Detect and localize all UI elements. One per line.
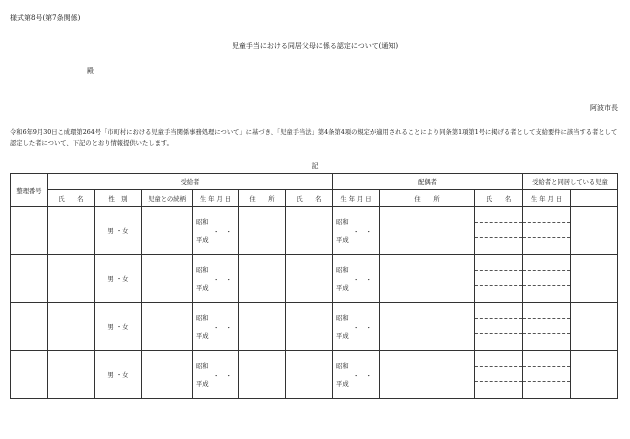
date-dots: ・ ・ (213, 325, 232, 332)
sender-name: 阿波市長 (590, 104, 618, 112)
subheader-spouse-name: 氏 名 (286, 190, 333, 207)
child-name-cell[interactable] (475, 255, 523, 303)
child-dob-cell[interactable] (523, 303, 571, 351)
header-spouse: 配偶者 (333, 174, 523, 190)
recipient-gender-cell[interactable]: 男 ・女 (95, 351, 142, 399)
child-dob-cell[interactable] (523, 351, 571, 399)
header-recipient: 受給者 (48, 174, 333, 190)
seiri-cell[interactable] (11, 207, 48, 255)
era-showa: 昭和 (336, 363, 349, 370)
recipient-relation-cell[interactable] (142, 207, 193, 255)
date-dots: ・ ・ (213, 229, 232, 236)
era-showa: 昭和 (196, 363, 209, 370)
spouse-dob-cell[interactable] (333, 255, 380, 303)
recipient-address-cell[interactable] (239, 303, 286, 351)
spouse-dob-cell[interactable] (333, 351, 380, 399)
subheader-recipient-relation: 児童との続柄 (142, 190, 193, 207)
child-name-cell[interactable] (475, 303, 523, 351)
report-table (10, 173, 618, 399)
spouse-dob-cell[interactable] (333, 303, 380, 351)
form-number-label: 様式第8号(第7条関係) (10, 14, 81, 22)
table-row (11, 207, 618, 255)
spouse-address-cell[interactable] (380, 303, 475, 351)
era-heisei: 平成 (196, 237, 209, 244)
recipient-dob-cell[interactable] (193, 303, 239, 351)
recipient-relation-cell[interactable] (142, 351, 193, 399)
table-row (11, 303, 618, 351)
recipient-dob-cell[interactable] (193, 351, 239, 399)
remarks-cell[interactable] (571, 255, 618, 303)
recipient-name-cell[interactable] (48, 303, 95, 351)
child-dob-cell[interactable] (523, 207, 571, 255)
seiri-cell[interactable] (11, 255, 48, 303)
subheader-spouse-dob: 生 年 月 日 (333, 190, 380, 207)
spouse-address-cell[interactable] (380, 207, 475, 255)
document-title: 児童手当における同居父母に係る認定について(通知) (231, 42, 399, 50)
recipient-relation-cell[interactable] (142, 303, 193, 351)
era-showa: 昭和 (196, 315, 209, 322)
recipient-address-cell[interactable] (239, 207, 286, 255)
era-heisei: 平成 (336, 381, 349, 388)
child-name-cell[interactable] (475, 207, 523, 255)
era-showa: 昭和 (196, 219, 209, 226)
era-showa: 昭和 (336, 219, 349, 226)
body-paragraph: 令和6年9月30日こ成環第264号「市町村における児童手当関係事務処理について」に基づき、「児童手当法」第4条第4項の規定が適用されることにより同条第1項第1号に掲げる者として支給要件に該当する者として認定した者について、下記のとおり情報提供いたします。 (10, 129, 618, 147)
subheader-recipient-address: 住 所 (239, 190, 286, 207)
spouse-address-cell[interactable] (380, 255, 475, 303)
date-dots: ・ ・ (353, 325, 372, 332)
era-heisei: 平成 (336, 237, 349, 244)
recipient-name-cell[interactable] (48, 351, 95, 399)
subheader-child-dob: 生 年 月 日 (523, 190, 571, 207)
spouse-name-cell[interactable] (286, 303, 333, 351)
spouse-name-cell[interactable] (286, 255, 333, 303)
era-showa: 昭和 (336, 315, 349, 322)
date-dots: ・ ・ (213, 373, 232, 380)
recipient-gender-cell[interactable]: 男 ・女 (95, 255, 142, 303)
recipient-name-cell[interactable] (48, 207, 95, 255)
subheader-child-name: 氏 名 (475, 190, 523, 207)
remarks-cell[interactable] (571, 207, 618, 255)
recipient-dob-cell[interactable] (193, 255, 239, 303)
spouse-address-cell[interactable] (380, 351, 475, 399)
era-heisei: 平成 (196, 285, 209, 292)
remarks-cell[interactable] (571, 303, 618, 351)
recipient-name-cell[interactable] (48, 255, 95, 303)
ki-heading: 記 (311, 162, 319, 170)
addressee-suffix: 殿 (87, 67, 94, 75)
remarks-cell[interactable] (571, 351, 618, 399)
era-heisei: 平成 (196, 333, 209, 340)
recipient-gender-cell[interactable]: 男 ・女 (95, 303, 142, 351)
era-showa: 昭和 (196, 267, 209, 274)
child-dob-cell[interactable] (523, 255, 571, 303)
header-child: 受給者と同居している児童 (523, 174, 618, 190)
subheader-recipient-name: 氏 名 (48, 190, 95, 207)
date-dots: ・ ・ (353, 373, 372, 380)
recipient-address-cell[interactable] (239, 255, 286, 303)
era-showa: 昭和 (336, 267, 349, 274)
date-dots: ・ ・ (353, 277, 372, 284)
era-heisei: 平成 (336, 285, 349, 292)
date-dots: ・ ・ (353, 229, 372, 236)
spouse-dob-cell[interactable] (333, 207, 380, 255)
subheader-recipient-dob: 生 年 月 日 (193, 190, 239, 207)
recipient-address-cell[interactable] (239, 351, 286, 399)
header-seiri-number: 整理番号 (11, 174, 48, 207)
spouse-name-cell[interactable] (286, 351, 333, 399)
recipient-relation-cell[interactable] (142, 255, 193, 303)
subheader-recipient-gender: 性 別 (95, 190, 142, 207)
table-row (11, 255, 618, 303)
recipient-dob-cell[interactable] (193, 207, 239, 255)
seiri-cell[interactable] (11, 351, 48, 399)
subheader-spouse-address: 住 所 (380, 190, 475, 207)
seiri-cell[interactable] (11, 303, 48, 351)
era-heisei: 平成 (336, 333, 349, 340)
table-row (11, 351, 618, 399)
child-name-cell[interactable] (475, 351, 523, 399)
era-heisei: 平成 (196, 381, 209, 388)
recipient-gender-cell[interactable]: 男 ・女 (95, 207, 142, 255)
date-dots: ・ ・ (213, 277, 232, 284)
spouse-name-cell[interactable] (286, 207, 333, 255)
